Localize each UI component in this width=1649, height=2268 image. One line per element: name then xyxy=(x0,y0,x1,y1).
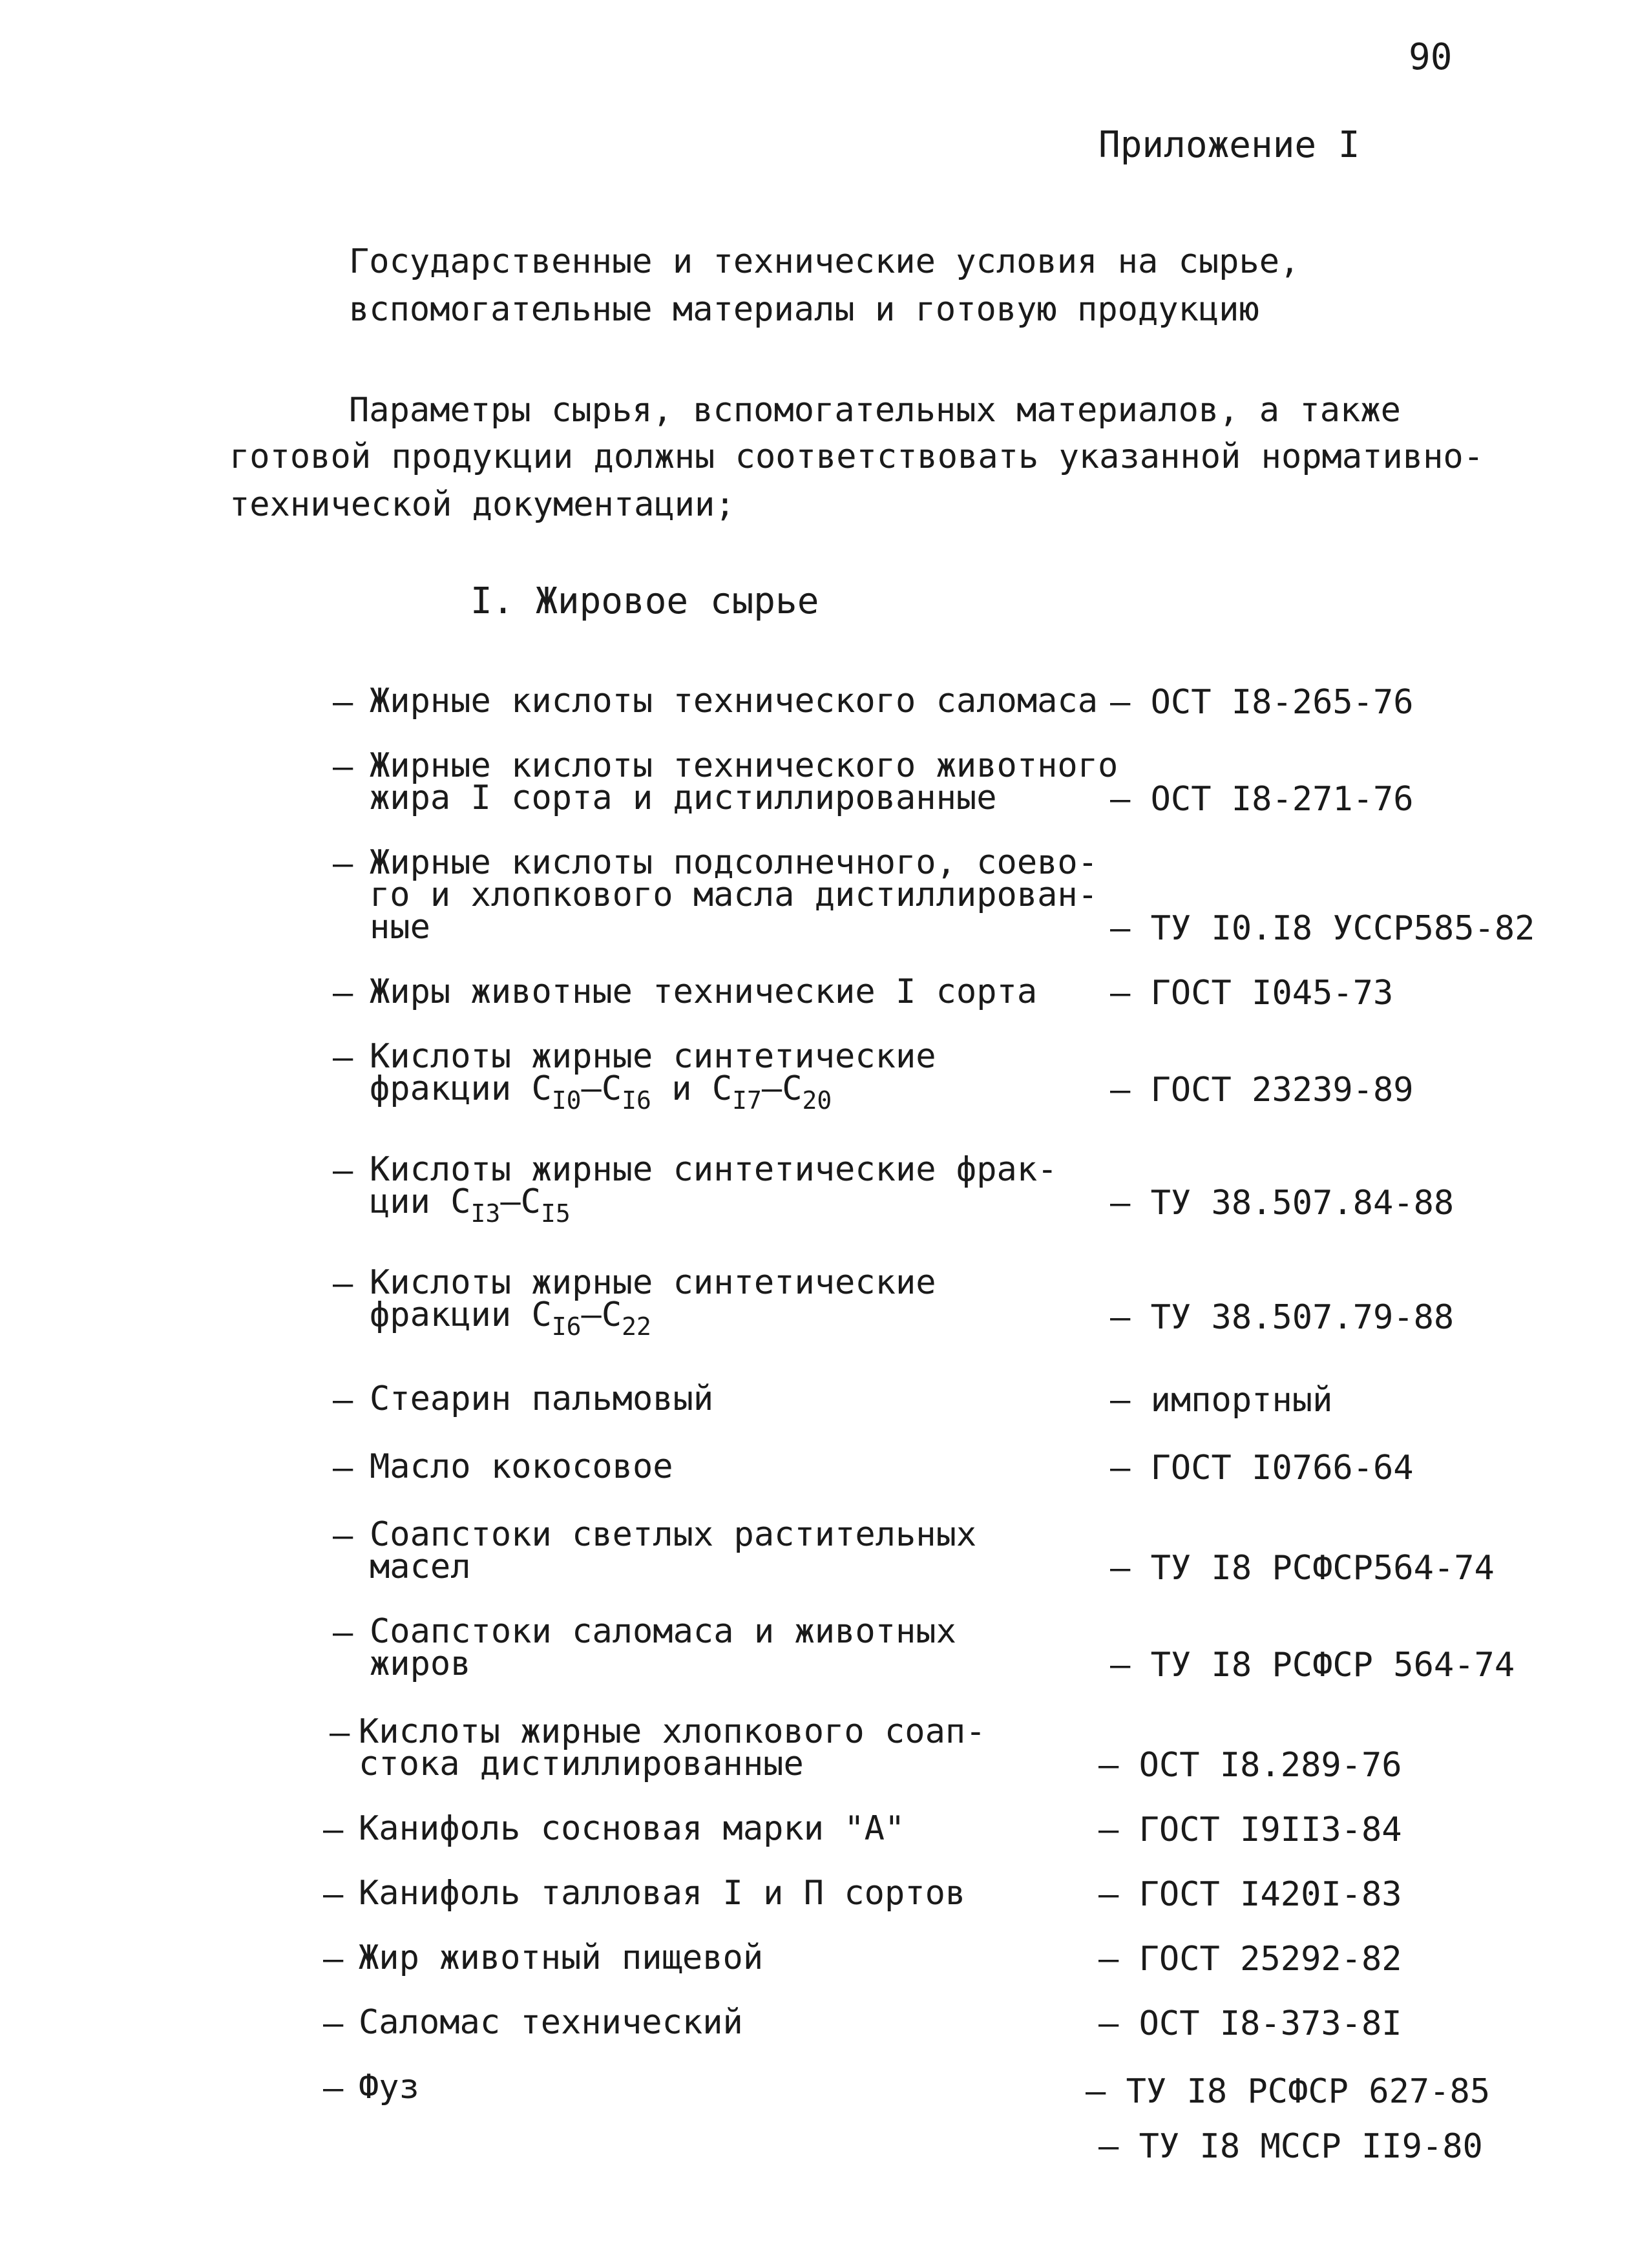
list-dash: – xyxy=(333,1265,353,1303)
formula-text: –C xyxy=(761,1069,803,1108)
material-formula-line xyxy=(370,1182,1057,1228)
material-name-line: Жирные кислоты технического животного xyxy=(370,746,1119,785)
material-name xyxy=(359,2068,419,2106)
formula-subscript: I3 xyxy=(470,1199,501,1228)
material-name-line: масел xyxy=(370,1548,471,1586)
material-name-line: Кислоты жирные синтетические xyxy=(370,1263,936,1302)
intro-line-2: готовой продукции должны соответствовать указанной нормативно- xyxy=(229,437,1484,476)
standard-code: – ГОСТ I0766-64 xyxy=(1110,1449,1414,1487)
standard-code: – ОСТ I8.289-76 xyxy=(1098,1746,1402,1785)
list-dash: – xyxy=(333,1517,353,1555)
material-name xyxy=(370,746,1119,817)
standard-code: – ТУ I8 РСФСР564-74 xyxy=(1110,1549,1495,1588)
material-name-line: Канифоль сосновая марки "А" xyxy=(359,1809,905,1848)
material-name-line: Кислоты жирные синтетические фрак- xyxy=(370,1150,1058,1189)
section-title: I. Жировое сырье xyxy=(470,580,819,622)
standard-code: – ТУ 38.507.84-88 xyxy=(1110,1184,1455,1223)
list-dash: – xyxy=(333,1151,353,1190)
standard-code: – ГОСТ I9II3-84 xyxy=(1098,1811,1402,1849)
formula-text: ции C xyxy=(370,1182,471,1221)
intro-line-3: технической документации; xyxy=(229,485,735,524)
list-dash: – xyxy=(323,1811,344,1849)
intro-line-1: Параметры сырья, вспомогательных материалов, а также xyxy=(349,391,1401,430)
formula-subscript: I0 xyxy=(551,1086,582,1115)
material-name xyxy=(370,1263,936,1341)
document-title-line-2: вспомогательные материалы и готовую продукцию xyxy=(349,290,1259,329)
standard-code: – ТУ I8 РСФСР 627-85 xyxy=(1086,2072,1491,2111)
list-dash: – xyxy=(333,748,353,786)
list-dash: – xyxy=(323,2069,344,2108)
material-formula-line xyxy=(370,1296,936,1341)
formula-subscript: I6 xyxy=(622,1086,651,1115)
material-name-line: Стеарин пальмовый xyxy=(370,1380,714,1418)
appendix-title: Приложение I xyxy=(1098,124,1360,166)
material-name xyxy=(359,1938,764,1977)
formula-text: –C xyxy=(581,1069,622,1108)
material-name-line: Соапстоки саломаса и животных xyxy=(370,1612,956,1651)
material-name xyxy=(370,972,1038,1011)
formula-subscript: I6 xyxy=(551,1312,582,1341)
material-name-line: Фуз xyxy=(359,2068,419,2106)
formula-text: фракции C xyxy=(370,1296,552,1334)
standard-code: – ТУ I0.I8 УССР585-82 xyxy=(1110,909,1535,948)
standard-code: – импортный xyxy=(1110,1381,1333,1420)
material-name xyxy=(370,1447,673,1486)
page-number: 90 xyxy=(1409,36,1453,78)
standard-code: – ТУ I8 РСФСР 564-74 xyxy=(1110,1646,1515,1685)
material-name xyxy=(370,1150,1058,1228)
material-formula-line xyxy=(370,1069,936,1115)
material-name xyxy=(359,1874,966,1913)
material-name-line: Жир животный пищевой xyxy=(359,1938,764,1977)
material-name-line: Кислоты жирные хлопкового соап- xyxy=(359,1712,986,1751)
material-name xyxy=(370,1380,714,1418)
formula-subscript: I7 xyxy=(732,1086,762,1115)
material-name xyxy=(359,2003,743,2042)
list-dash: – xyxy=(333,974,353,1013)
material-name-line: ные xyxy=(370,908,430,947)
material-name-line: Соапстоки светлых растительных xyxy=(370,1515,977,1554)
formula-subscript: 20 xyxy=(802,1086,832,1115)
material-name xyxy=(370,1612,956,1683)
formula-text: фракции C xyxy=(370,1069,552,1108)
material-name-line: Жирные кислоты технического саломаса xyxy=(370,682,1098,720)
formula-text: –C xyxy=(581,1296,622,1334)
standard-code: – ОСТ I8-265-76 xyxy=(1110,683,1414,722)
material-name xyxy=(370,1037,936,1115)
material-name xyxy=(370,682,1098,720)
standard-code-secondary: – ТУ I8 МССР II9-80 xyxy=(1098,2127,1483,2166)
standard-code: – ГОСТ 23239-89 xyxy=(1110,1071,1414,1109)
material-name-line: Саломас технический xyxy=(359,2003,743,2042)
list-dash: – xyxy=(333,1038,353,1077)
list-dash: – xyxy=(330,1714,350,1752)
list-dash: – xyxy=(323,1875,344,1914)
formula-text: –C xyxy=(500,1182,541,1221)
material-name-line: жиров xyxy=(370,1644,471,1683)
material-name-line: Жирные кислоты подсолнечного, соево- xyxy=(370,843,1098,882)
material-name xyxy=(370,1515,977,1586)
document-title-line-1: Государственные и технические условия на сырье, xyxy=(349,242,1300,281)
list-dash: – xyxy=(323,1940,344,1979)
material-name-line: стока дистиллированные xyxy=(359,1745,804,1783)
standard-code: – ГОСТ I045-73 xyxy=(1110,974,1394,1013)
standard-code: – ГОСТ I420I-83 xyxy=(1098,1875,1402,1914)
material-name-line: го и хлопкового масла дистиллирован- xyxy=(370,876,1098,914)
list-dash: – xyxy=(333,1449,353,1487)
list-dash: – xyxy=(333,1613,353,1652)
material-name-line: Канифоль талловая I и П сортов xyxy=(359,1874,966,1913)
standard-code: – ОСТ I8-271-76 xyxy=(1110,780,1414,819)
standard-code: – ТУ 38.507.79-88 xyxy=(1110,1298,1455,1337)
material-name xyxy=(359,1712,986,1783)
standard-code: – ОСТ I8-373-8I xyxy=(1098,2004,1402,2043)
material-name-line: Кислоты жирные синтетические xyxy=(370,1037,936,1076)
material-name xyxy=(370,843,1098,947)
list-dash: – xyxy=(333,1381,353,1420)
list-dash: – xyxy=(333,845,353,883)
formula-subscript: I5 xyxy=(540,1199,571,1228)
formula-text: и C xyxy=(651,1069,733,1108)
material-name-line: Масло кокосовое xyxy=(370,1447,673,1486)
list-dash: – xyxy=(333,683,353,722)
formula-subscript: 22 xyxy=(622,1312,651,1341)
standard-code: – ГОСТ 25292-82 xyxy=(1098,1940,1402,1979)
list-dash: – xyxy=(323,2004,344,2043)
material-name xyxy=(359,1809,905,1848)
material-name-line: жира I сорта и дистиллированные xyxy=(370,779,997,817)
material-name-line: Жиры животные технические I сорта xyxy=(370,972,1038,1011)
